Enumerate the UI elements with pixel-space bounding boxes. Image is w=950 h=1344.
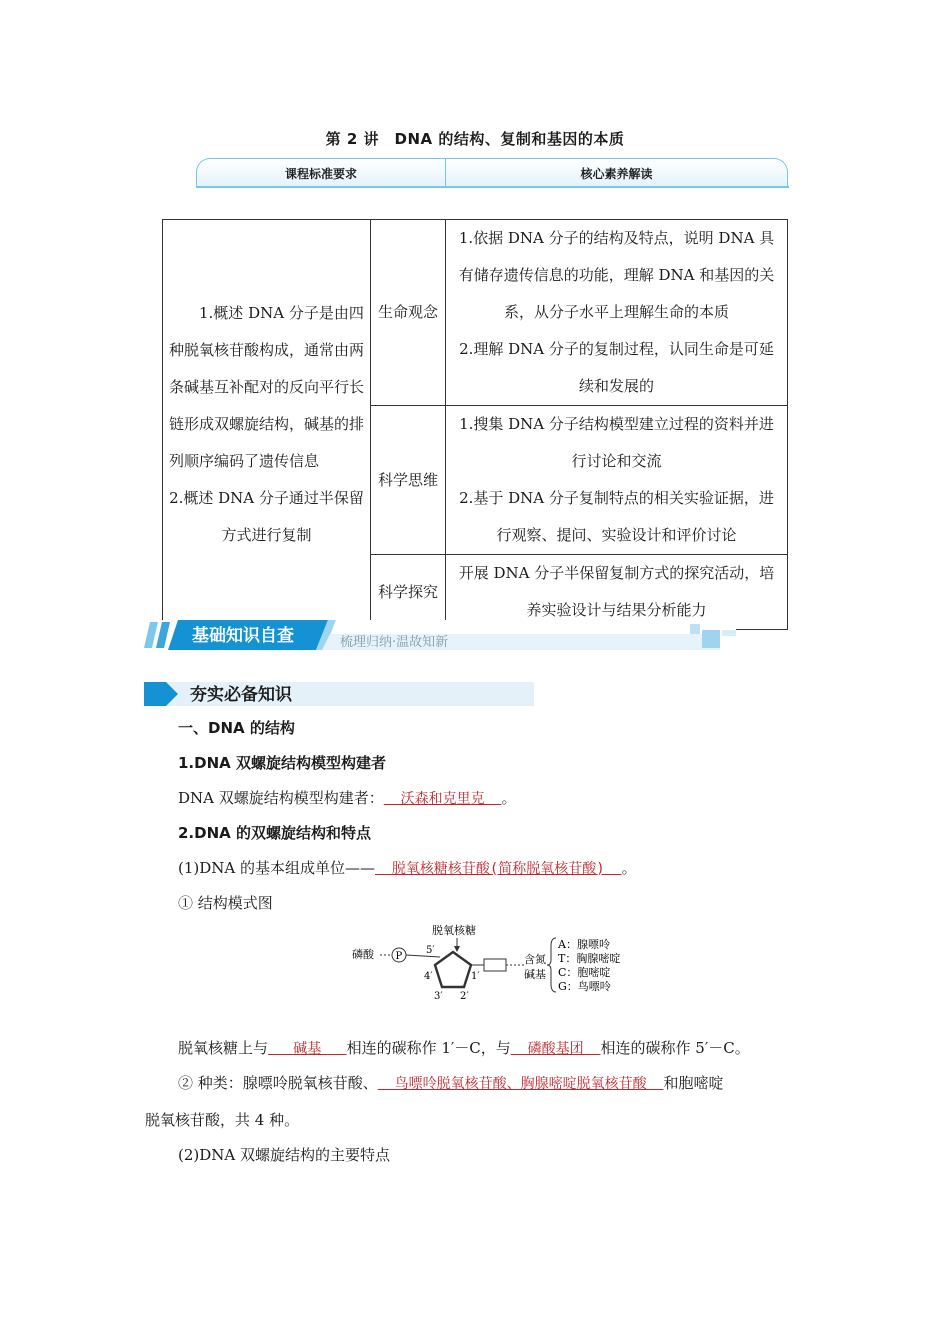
carbon-4-label: 4′ <box>424 971 433 982</box>
literacy-cell <box>446 555 788 630</box>
category-cell: 科学思维 <box>371 406 446 555</box>
banner-subtitle: 梳理归纳·温故知新 <box>340 635 449 650</box>
text: ② 种类：腺嘌呤脱氧核苷酸、 <box>178 1074 378 1092</box>
heading-helix-features: 2.DNA 的双螺旋结构和特点 <box>178 824 371 842</box>
category-cell: 生命观念 <box>371 220 446 406</box>
standards-cell <box>163 220 371 630</box>
base-label-line2: 碱基 <box>524 968 546 981</box>
phosphate-symbol: P <box>395 951 403 962</box>
text: 。 <box>501 789 517 807</box>
paragraph-builders <box>178 788 517 809</box>
subsection-title: 夯实必备知识 <box>190 685 292 705</box>
banner-title: 基础知识自查 <box>192 626 294 646</box>
text: 脱氧核糖上与 <box>178 1039 269 1057</box>
text: 相连的碳称作 1′－C，与 <box>346 1039 511 1057</box>
subsection-banner <box>144 682 534 706</box>
paragraph-basic-unit <box>178 858 637 879</box>
carbon-3-label: 3′ <box>434 991 443 1002</box>
text: 相连的碳称作 5′－C。 <box>600 1039 750 1057</box>
carbon-2-label: 2′ <box>460 991 469 1002</box>
answer-blank: 沃森和克里克 <box>383 791 502 807</box>
literacy-item: 2.基于 DNA 分子复制特点的相关实验证据，进行观察、提问、实验设计和评价讨论 <box>459 489 774 544</box>
header-standards-label: 课程标准要求 <box>197 159 446 187</box>
text: 和胞嘧啶 <box>663 1074 724 1092</box>
literacy-cell <box>446 406 788 555</box>
paragraph-types-cont: 脱氧核苷酸，共 4 种。 <box>145 1111 300 1129</box>
literacy-item: 开展 DNA 分子半保留复制方式的探究活动，培养实验设计与结果分析能力 <box>458 564 775 619</box>
heading-dna-structure: 一、DNA 的结构 <box>178 719 295 737</box>
answer-blank: 鸟嘌呤脱氧核苷酸、胸腺嘧啶脱氧核苷酸 <box>377 1076 664 1092</box>
heading-model-builders: 1.DNA 双螺旋结构模型构建者 <box>178 754 386 772</box>
literacy-item: 1.依据 DNA 分子的结构及特点，说明 DNA 具有储存遗传信息的功能，理解 DNA 和基因的关系，从分子水平上理解生命的本质 <box>458 229 775 321</box>
text: 。 <box>621 859 637 877</box>
paragraph-carbon-numbering <box>178 1038 750 1059</box>
base-a: A：腺嘌呤 <box>558 938 610 951</box>
base-t: T：胸腺嘧啶 <box>558 952 621 965</box>
base-label-line1: 含氮 <box>524 953 546 966</box>
text: (1)DNA 的基本组成单位—— <box>178 859 376 877</box>
literacy-item: 2.理解 DNA 分子的复制过程，认同生命是可延续和发展的 <box>459 340 774 395</box>
header-literacy-label: 核心素养解读 <box>580 166 653 181</box>
paragraph-diagram-label: ① 结构模式图 <box>178 894 273 912</box>
nucleotide-diagram <box>350 922 640 1008</box>
answer-blank: 碱基 <box>268 1041 347 1057</box>
answer-blank: 磷酸基团 <box>510 1041 601 1057</box>
table-row <box>163 220 788 406</box>
header-divider <box>196 186 789 188</box>
paragraph-types <box>178 1073 724 1094</box>
section-banner <box>144 620 736 650</box>
base-g: G：鸟嘌呤 <box>558 980 611 993</box>
paragraph-helix-main: (2)DNA 双螺旋结构的主要特点 <box>178 1146 391 1164</box>
literacy-cell <box>446 220 788 406</box>
page-title: 第 2 讲 DNA 的结构、复制和基因的本质 <box>325 130 625 148</box>
text: DNA 双螺旋结构模型构建者： <box>178 789 384 807</box>
standard-item: 2.概述 DNA 分子通过半保留方式进行复制 <box>169 489 364 544</box>
answer-blank: 脱氧核糖核苷酸(简称脱氧核苷酸) <box>375 861 622 877</box>
sugar-label: 脱氧核糖 <box>432 924 476 937</box>
carbon-5-label: 5′ <box>426 945 435 956</box>
standard-item: 1.概述 DNA 分子是由四种脱氧核苷酸构成，通常由两条碱基互补配对的反向平行长链形成双螺旋结构，碱基的排列顺序编码了遗传信息 <box>169 304 365 470</box>
standards-header <box>196 158 788 187</box>
standards-table <box>162 219 788 630</box>
category-cell: 科学探究 <box>371 555 446 630</box>
literacy-item: 1.搜集 DNA 分子结构模型建立过程的资料并进行讨论和交流 <box>459 415 774 470</box>
base-c: C：胞嘧啶 <box>558 966 611 979</box>
carbon-1-label: 1′ <box>471 971 480 982</box>
phosphate-label: 磷酸 <box>352 948 374 961</box>
